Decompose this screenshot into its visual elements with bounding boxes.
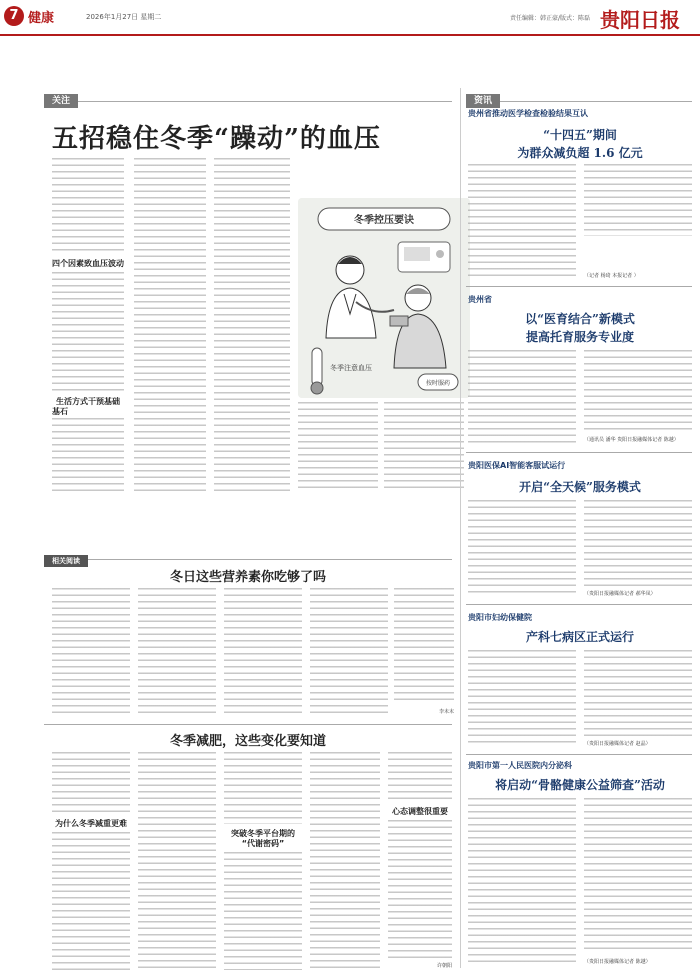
subheading-factors: 四个因素致血压波动	[52, 259, 124, 268]
pill-label: 按时服药	[425, 380, 451, 387]
newspaper-logo: 贵阳日报	[600, 8, 680, 32]
related-tag-bar	[44, 548, 452, 565]
news5-title: 将启动“骨骼健康公益筛查”活动	[495, 778, 665, 792]
news2-body-col1	[468, 350, 576, 446]
news2-title-line2: 提高托育服务专业度	[525, 330, 634, 344]
news5-eyebrow: 贵阳市第一人民医院内分泌科	[468, 761, 572, 770]
weightloss-body-col3b	[224, 852, 302, 970]
news2-title-line1: 以“医育结合”新模式	[525, 312, 635, 326]
weightloss-body-col2	[138, 752, 216, 970]
article-body-col4	[298, 402, 378, 492]
news1-title-line2: 为群众减负超 1.6 亿元	[517, 146, 643, 160]
weightloss-sub-why: 为什么冬季减重更难	[55, 819, 127, 828]
news4-title: 产科七病区正式运行	[525, 630, 634, 644]
weightloss-body-col3a	[224, 752, 302, 824]
news1-credit: （记者 杨琦 本报记者 ）	[584, 273, 639, 279]
illustration-doctor-patient	[298, 198, 470, 398]
article-body-col5	[384, 402, 464, 492]
news5-credit: （贵阳日报融媒体记者 陈越）	[584, 959, 651, 965]
section-tag-bar	[44, 88, 452, 106]
news2-body-col2	[584, 350, 692, 434]
thermo-label: 冬季注意血压	[330, 364, 372, 372]
weightloss-body-col5a	[388, 752, 452, 802]
section-divider	[44, 724, 452, 725]
news1-eyebrow: 贵州省推动医学检查检验结果互认	[468, 109, 588, 118]
weightloss-body-col1b	[52, 832, 130, 970]
weightloss-body-col5b	[388, 820, 452, 960]
editor-credits: 责任编辑：韩正豪/版式：陈磊	[510, 15, 591, 22]
news2-credit: （通讯员 潘华 贵阳日报融媒体记者 陈越）	[584, 437, 679, 443]
related-body-col1	[52, 588, 130, 714]
news-divider-3	[466, 604, 692, 605]
news3-body-col2	[584, 500, 692, 588]
related-body-col2	[138, 588, 216, 714]
article-body-col1	[52, 158, 124, 254]
weightloss-sub-mindset: 心态调整很重要	[392, 807, 448, 816]
section-tag-focus: 关注	[44, 94, 78, 108]
news3-eyebrow: 贵阳医保AI智能客服试运行	[468, 461, 566, 470]
issue-date: 2026年1月27日 星期二	[86, 13, 162, 21]
related-body-col4	[310, 588, 388, 714]
column-separator	[460, 88, 461, 968]
news3-body-col1	[468, 500, 576, 596]
related-headline: 冬日这些营养素你吃够了吗	[169, 570, 326, 585]
subheading-lifestyle: 生活方式干预基础	[56, 397, 120, 406]
related-body-col3	[224, 588, 302, 714]
main-headline: 五招稳住冬季“躁动”的血压	[52, 124, 381, 154]
news1-body-col2	[584, 164, 692, 236]
section-tag-news: 资讯	[466, 94, 500, 108]
news3-credit: （贵阳日报融媒体记者 郝华凤）	[584, 591, 656, 597]
article-body-col3	[214, 158, 290, 492]
news1-title-line1: “十四五”期间	[543, 128, 617, 142]
article-body-col1c	[52, 418, 124, 492]
news3-title: 开启“全天候”服务模式	[519, 480, 641, 494]
weightloss-sub-code: “代谢密码”	[241, 839, 285, 848]
news5-body-col1	[468, 798, 576, 966]
news-divider-2	[466, 452, 692, 453]
section-name: 健康	[28, 11, 55, 26]
weightloss-headline: 冬季减肥，这些变化要知道	[169, 734, 326, 749]
weightloss-body-col1a	[52, 752, 130, 814]
weightloss-author: 许朝阳	[436, 963, 452, 969]
news4-eyebrow: 贵阳市妇幼保健院	[468, 613, 532, 622]
news-tag-bar	[466, 88, 692, 106]
news4-credit: （贵阳日报融媒体记者 赵晶）	[584, 741, 651, 747]
news4-body-col2	[584, 650, 692, 738]
news-divider-1	[466, 286, 692, 287]
news2-eyebrow: 贵州省	[468, 295, 492, 304]
news1-body-col1	[468, 164, 576, 280]
news4-body-col1	[468, 650, 576, 746]
article-body-col2	[134, 158, 206, 492]
article-body-col1b	[52, 272, 124, 392]
weightloss-sub-breakthrough: 突破冬季平台期的	[231, 829, 295, 838]
subheading-foundation: 基石	[52, 407, 68, 416]
illustration-banner: 冬季控压要诀	[354, 215, 414, 226]
related-body-col5	[394, 588, 454, 704]
news-divider-4	[466, 754, 692, 755]
related-tag: 相关阅读	[44, 555, 88, 567]
page-number: 7	[4, 6, 24, 26]
news5-body-col2	[584, 798, 692, 954]
related-author: 李未末	[438, 709, 454, 715]
weightloss-body-col4	[310, 752, 380, 970]
